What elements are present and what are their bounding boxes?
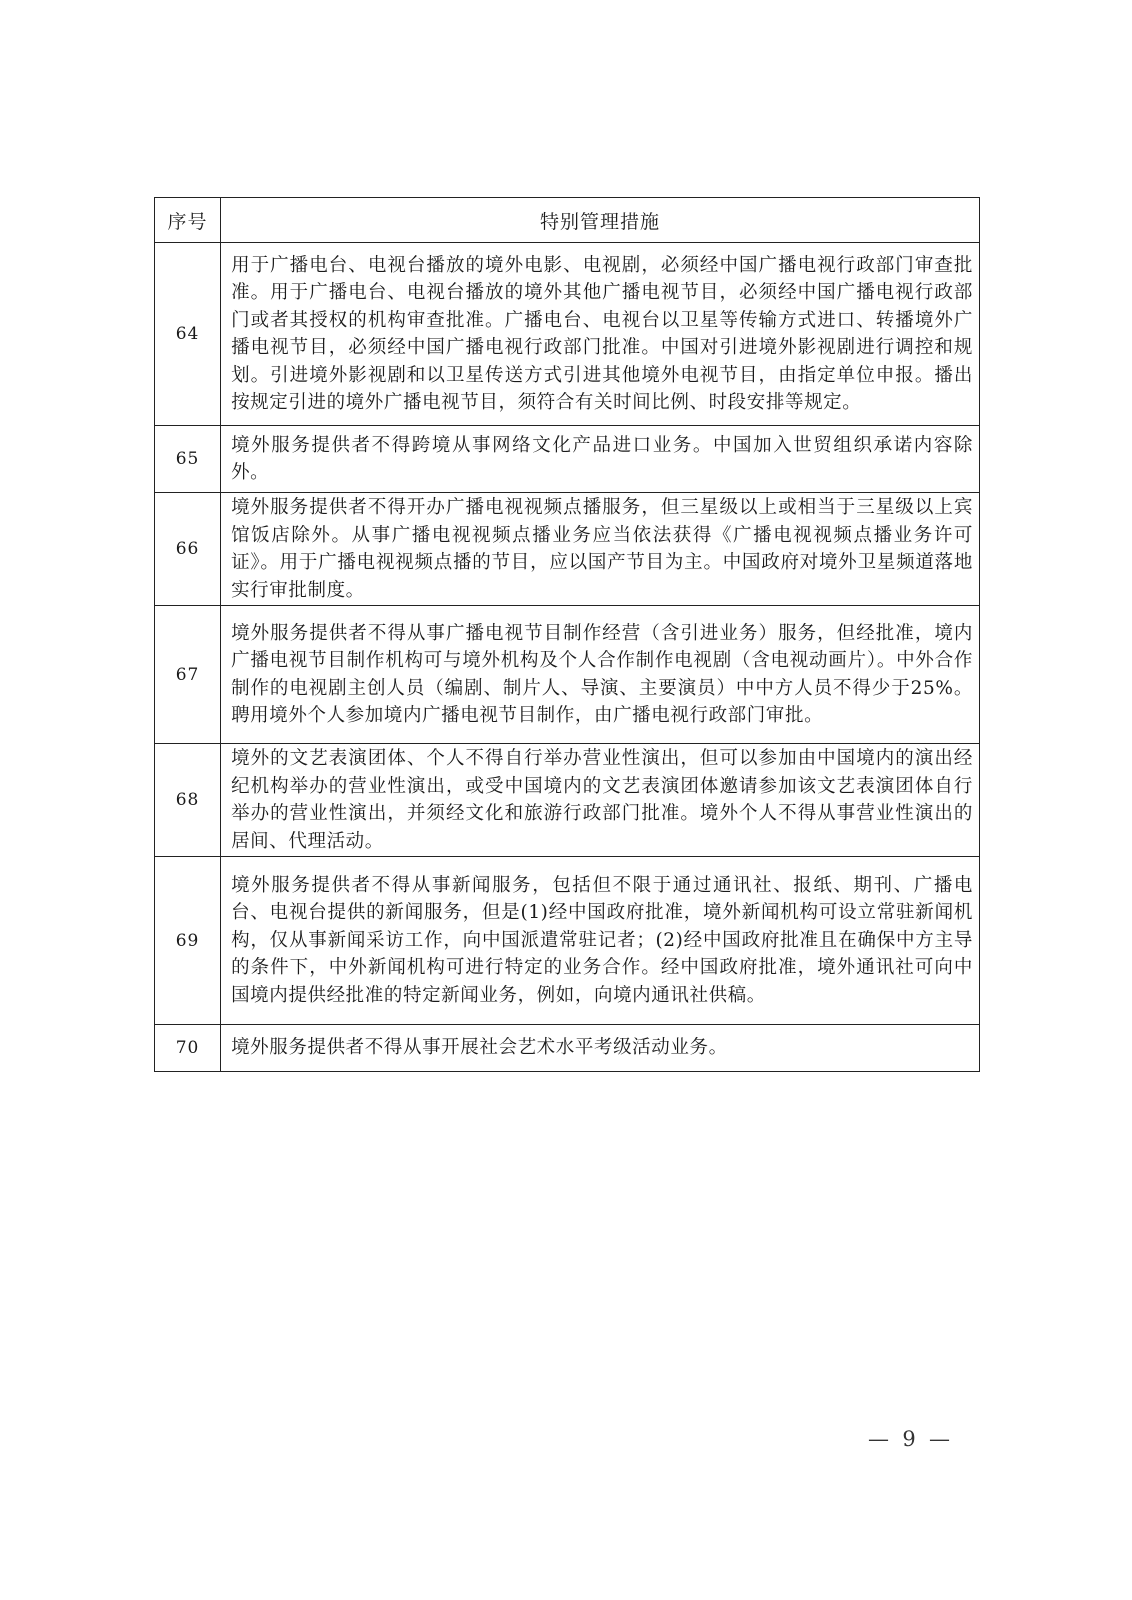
table-row	[155, 857, 980, 1025]
table-row	[155, 426, 980, 493]
row-number: 68	[155, 744, 221, 857]
row-measure-text: 境外服务提供者不得跨境从事网络文化产品进口业务。中国加入世贸组织承诺内容除外。	[221, 426, 980, 493]
row-number: 69	[155, 857, 221, 1025]
measures-table	[154, 197, 980, 1072]
header-measures: 特别管理措施	[221, 198, 980, 243]
table-row	[155, 606, 980, 744]
row-number: 67	[155, 606, 221, 744]
row-measure-text: 境外服务提供者不得开办广播电视视频点播服务，但三星级以上或相当于三星级以上宾馆饭店除外。从事广播电视视频点播业务应当依法获得《广播电视视频点播业务许可证》。用于广播电视视频点播的节目，应以国产节目为主。中国政府对境外卫星频道落地实行审批制度。	[221, 493, 980, 606]
row-measure-text: 境外服务提供者不得从事开展社会艺术水平考级活动业务。	[221, 1025, 980, 1072]
row-number: 65	[155, 426, 221, 493]
row-measure-text: 境外的文艺表演团体、个人不得自行举办营业性演出，但可以参加由中国境内的演出经纪机构举办的营业性演出，或受中国境内的文艺表演团体邀请参加该文艺表演团体自行举办的营业性演出，并须经文化和旅游行政部门批准。境外个人不得从事营业性演出的居间、代理活动。	[221, 744, 980, 857]
page-number: — 9 —	[868, 1427, 951, 1451]
row-measure-text: 用于广播电台、电视台播放的境外电影、电视剧，必须经中国广播电视行政部门审查批准。用于广播电台、电视台播放的境外其他广播电视节目，必须经中国广播电视行政部门或者其授权的机构审查批准。广播电台、电视台以卫星等传输方式进口、转播境外广播电视节目，必须经中国广播电视行政部门批准。中国对引进境外影视剧进行调控和规划。引进境外影视剧和以卫星传送方式引进其他境外电视节目，由指定单位申报。播出按规定引进的境外广播电视节目，须符合有关时间比例、时段安排等规定。	[221, 243, 980, 426]
row-measure-text: 境外服务提供者不得从事新闻服务，包括但不限于通过通讯社、报纸、期刊、广播电台、电视台提供的新闻服务，但是(1)经中国政府批准，境外新闻机构可设立常驻新闻机构，仅从事新闻采访工作，向中国派遣常驻记者；(2)经中国政府批准且在确保中方主导的条件下，中外新闻机构可进行特定的业务合作。经中国政府批准，境外通讯社可向中国境内提供经批准的特定新闻业务，例如，向境内通讯社供稿。	[221, 857, 980, 1025]
table-header-row	[155, 198, 980, 243]
table-row	[155, 243, 980, 426]
row-measure-text: 境外服务提供者不得从事广播电视节目制作经营（含引进业务）服务，但经批准，境内广播电视节目制作机构可与境外机构及个人合作制作电视剧（含电视动画片）。中外合作制作的电视剧主创人员（编剧、制片人、导演、主要演员）中中方人员不得少于25%。聘用境外个人参加境内广播电视节目制作，由广播电视行政部门审批。	[221, 606, 980, 744]
header-number: 序号	[155, 198, 221, 243]
table-row	[155, 744, 980, 857]
row-number: 64	[155, 243, 221, 426]
table-row	[155, 493, 980, 606]
table-row	[155, 1025, 980, 1072]
row-number: 66	[155, 493, 221, 606]
row-number: 70	[155, 1025, 221, 1072]
